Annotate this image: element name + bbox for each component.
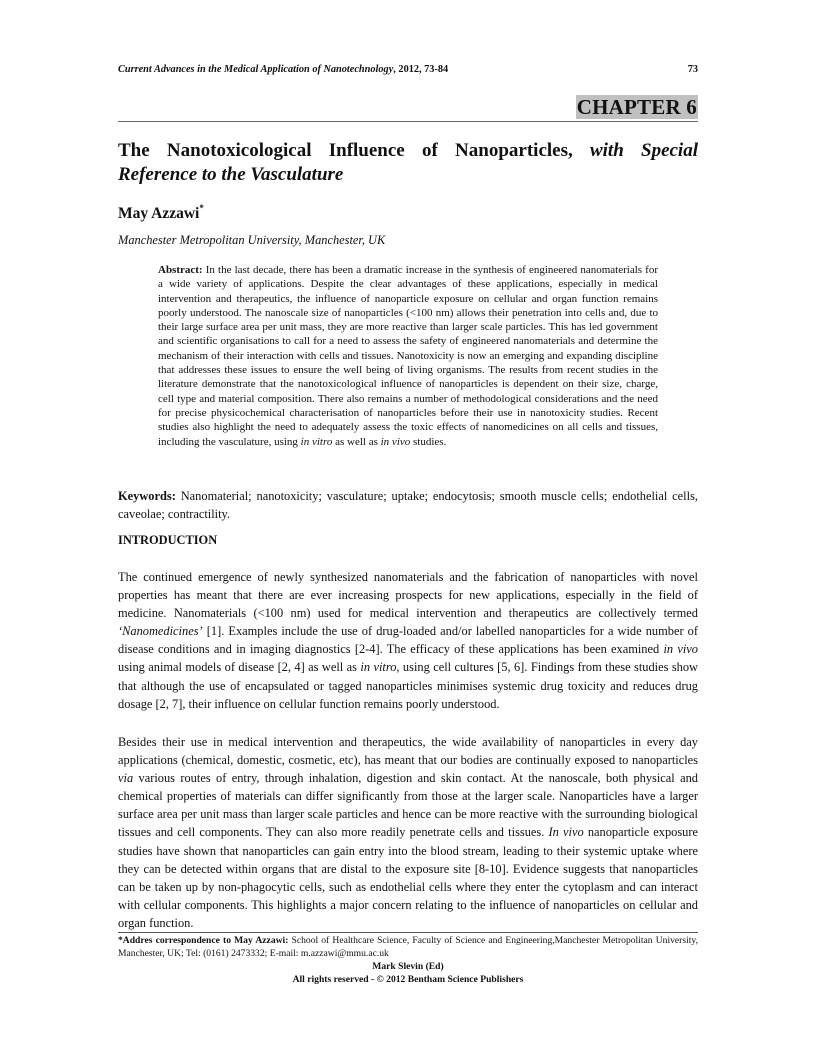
- chapter-label: CHAPTER 6: [576, 95, 697, 119]
- abstract-text: In the last decade, there has been a dramatic increase in the synthesis of engineered nanomaterials for a wide variety of applications. Despite the clear advantages of these applications, especially in medical intervention and therapeutics, the influence of nanoparticle exposure on cellular and organ function remains poorly understood. The nanoscale size of nanoparticles (<100 nm) allows their penetration into cells and, due to their large surface area per unit mass, they are more reactive than larger scale particles. This has led government and scientific organisations to call for a need to assess the safety of engineered nanomaterials and determine the mechanism of their interaction with cells and tissues. Nanotoxicity is now an emerging and expanding discipline that addresses these issues to ensure the well being of living organisms. The results from recent studies in the literature demonstrate that the nanotoxicological influence of nanoparticles is dependent on their size, charge, cell type and material composition. There also remains a number of methodological considerations and the need for precise physicochemical characterisation of nanoparticles before their use in nanotoxicity studies. Recent studies also highlight the need to adequately assess the toxic effects of nanomedicines on all cells and tissues, including the vasculature, using: [158, 264, 658, 448]
- footnote-rule: [118, 932, 698, 933]
- p1-text-c: [1]. Examples include the use of drug-loaded and/or labelled nanoparticles for a wide number of disease conditions and in imaging diagnostics [2-4]. The efficacy of these applications has been examined: [118, 624, 698, 657]
- intro-paragraph-2: [118, 733, 698, 932]
- p1-italic-in-vitro: in vitro: [360, 660, 397, 675]
- p1-italic-in-vivo: in vivo: [663, 642, 699, 657]
- page-number: 73: [687, 64, 698, 75]
- p2-italic-in-vivo: In vivo: [548, 825, 584, 840]
- p1-text-a: The continued emergence of newly synthesized nanomaterials and the fabrication of nanoparticles with novel properties has meant that there are ever increasing prospects for new applications, especially in the field of medicine. Nanomaterials (<100 nm) used for medical intervention and therapeutics are collectively termed: [118, 570, 698, 621]
- p1-text-g: , using cell cultures [5, 6]. Findings from these studies show that although the use of encapsulated or tagged nanoparticles minimises systemic drug toxicity and reduces drug dosage [2, 7], their influence on cellular function remains poorly understood.: [118, 660, 699, 711]
- journal-citation: , 2012, 73-84: [393, 64, 449, 75]
- abstract-in-vitro: in vitro: [300, 435, 333, 448]
- editor-credit: Mark Slevin (Ed): [372, 961, 444, 972]
- abstract-text-end: studies.: [410, 435, 447, 448]
- p1-italic-nanomedicines: ‘Nanomedicines’: [118, 624, 203, 639]
- header-rule: [118, 121, 698, 122]
- abstract-label: Abstract:: [158, 264, 203, 276]
- title-italic-1: with Special: [589, 140, 698, 161]
- p2-text-e: nanoparticle exposure studies have shown that nanoparticles can gain entry into the blood stream, leading to their systemic uptake where they can be detected within organs that are distal to the exposure site [8-10]. Evidence suggests that nanoparticles can be taken up by non-phagocytic cells, such as endothelial cells where they enter the cytoplasm and can interact with cellular components. This highlights a major concern relating to the influence of nanoparticles on cellular and organ function.: [118, 825, 698, 930]
- p2-text-c: various routes of entry, through inhalation, digestion and skin contact. At the nanoscale, both physical and chemical properties of materials can differ significantly from those at the larger scale. Nanoparticles have a larger surface area per unit mass than larger scale particles and hence can be more reactive with the surrounding biological tissues and cell components. They can also more readily penetrate cells and tissues.: [118, 771, 698, 840]
- keywords: [118, 487, 698, 523]
- article-title: [118, 139, 698, 187]
- running-head: [118, 64, 698, 75]
- abstract-in-vivo: in vivo: [380, 435, 411, 448]
- title-line-1: [118, 139, 698, 163]
- p2-text-a: Besides their use in medical intervention and therapeutics, the wide availability of nanoparticles in every day applications (chemical, domestic, cosmetic, etc), has meant that our bodies are continually exposed to nanoparticles: [118, 735, 698, 768]
- keywords-label: Keywords:: [118, 489, 176, 503]
- intro-paragraph-1: [118, 568, 698, 713]
- author: [118, 203, 204, 223]
- title-italic-2: Reference to the Vasculature: [118, 164, 344, 185]
- copyright-notice: All rights reserved - © 2012 Bentham Science Publishers: [292, 974, 524, 985]
- journal-title: Current Advances in the Medical Application of Nanotechnology: [118, 64, 394, 75]
- author-footnote-marker[interactable]: *: [199, 203, 204, 213]
- footnote-text: School of Healthcare Science, Faculty of Science and Engineering,Manchester Metropolitan University, Manchester, UK; Tel: (0161) 2473332; E-mail: m.azzawi@mmu.ac.uk: [118, 935, 698, 959]
- keywords-text: Nanomaterial; nanotoxicity; vasculature; uptake; endocytosis; smooth muscle cells; endothelial cells, caveolae; contractility.: [118, 489, 698, 521]
- correspondence-footnote: [118, 935, 698, 960]
- title-main: The Nanotoxicological Influence of Nanoparticles,: [118, 140, 590, 161]
- footnote-label: *Addres correspondence to May Azzawi:: [118, 935, 289, 946]
- section-heading-introduction: INTRODUCTION: [118, 533, 218, 547]
- abstract: [158, 263, 658, 449]
- affiliation: Manchester Metropolitan University, Manchester, UK: [118, 233, 386, 247]
- abstract-text-middle: as well as: [332, 435, 381, 448]
- author-name: May Azzawi: [118, 205, 200, 222]
- p2-italic-via: via: [118, 771, 134, 786]
- p1-text-e: using animal models of disease [2, 4] as well as: [118, 660, 361, 675]
